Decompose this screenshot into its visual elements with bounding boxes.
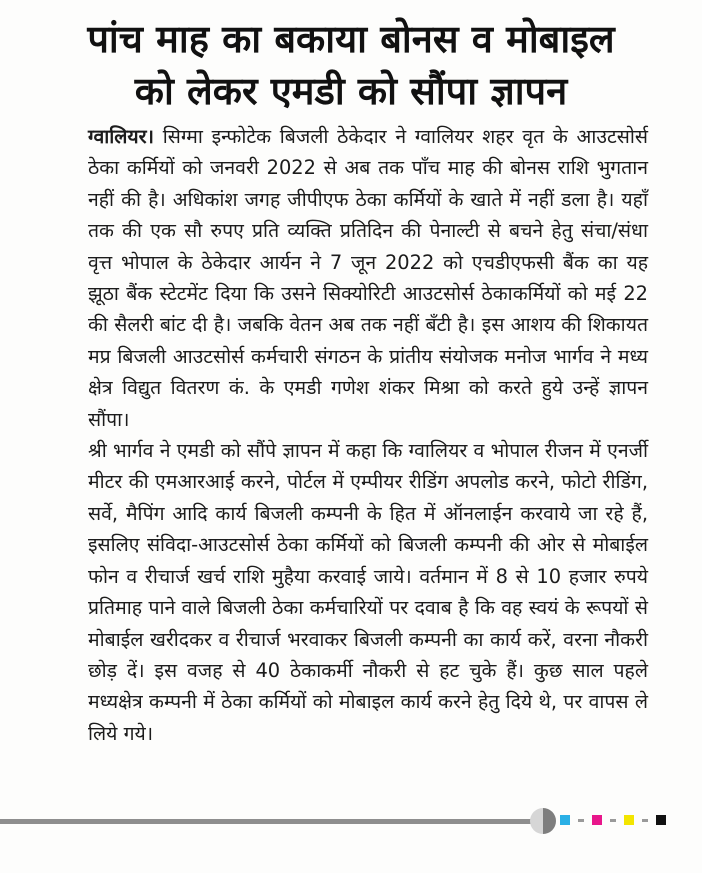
separator-dash [610, 819, 616, 822]
headline-line-2: को लेकर एमडी को सौंपा ज्ञापन [134, 69, 568, 113]
article-body [88, 121, 648, 749]
article-paragraph-2: श्री भार्गव ने एमडी को सौंपे ज्ञापन में कहा कि ग्वालियर व भोपाल रीजन में एनर्जी मीटर की एमआरआई करने, पोर्टल में एम्पीयर रीडिंग अपलोड करने, फोटो रीडिंग, सर्वे, मैपिंग आदि कार्य बिजली कम्पनी के हित में ऑनलाईन करवाये जा रहे हैं, इसलिए संविदा-आउटसोर्स ठेका कर्मियों को बिजली कम्पनी की ओर से मोबाईल फोन व रीचार्ज खर्च राशि मुहैया करवाई जाये। वर्तमान में 8 से 10 हजार रुपये प्रतिमाह पाने वाले बिजली ठेका कर्मचारियों पर दवाब है कि वह स्वयं के रूपयों से मोबाईल खरीदकर व रीचार्ज भरवाकर बिजली कम्पनी का कार्य करें, वरना नौकरी छोड़ दें। इस वजह से 40 ठेकाकर्मी नौकरी से हट चुके हैं। कुछ साल पहले मध्यक्षेत्र कम्पनी में ठेका कर्मियों को मोबाइल कार्य करने हेतु दिये थे, पर वापस ले लिये गये। [88, 439, 648, 745]
registration-color-bar [560, 815, 666, 825]
yellow-swatch [624, 815, 634, 825]
separator-dash [642, 819, 648, 822]
footer-rule [0, 819, 540, 824]
separator-dash [578, 819, 584, 822]
headline-line-1: पांच माह का बकाया बोनस व मोबाइल [87, 17, 615, 61]
dateline: ग्वालियर। [88, 125, 154, 148]
cyan-swatch [560, 815, 570, 825]
paragraph-1-text: सिग्मा इन्फोटेक बिजली ठेकेदार ने ग्वालियर शहर वृत के आउटसोर्स ठेका कर्मियों को जनवरी 2022 से अब तक पाँच माह की बोनस राशि भुगतान नहीं की है। अधिकांश जगह जीपीएफ ठेका कर्मियों के खाते में नहीं डला है। यहाँ तक की एक सौ रुपए प्रति व्यक्ति प्रतिदिन की पेनाल्टी से बचने हेतु संचा/संधा वृत्त भोपाल के ठेकेदार आर्यन ने 7 जून 2022 को एचडीएफसी बैंक का यह झूठा बैंक स्टेटमेंट दिया कि उसने सिक्योरिटी आउटसोर्स ठेकाकर्मियों को मई 22 की सैलरी बांट दी है। जबकि वेतन अब तक नहीं बँटी है। इस आशय की शिकायत मप्र बिजली आउटसोर्स कर्मचारी संगठन के प्रांतीय संयोजक मनोज भार्गव ने मध्य क्षेत्र विद्युत वितरण कं. के एमडी गणेश शंकर मिश्रा को करते हुये उन्हें ज्ञापन सौंपा। [88, 125, 648, 431]
page-marker-disc [530, 808, 556, 834]
article-paragraph-1 [88, 121, 648, 435]
black-swatch [656, 815, 666, 825]
magenta-swatch [592, 815, 602, 825]
